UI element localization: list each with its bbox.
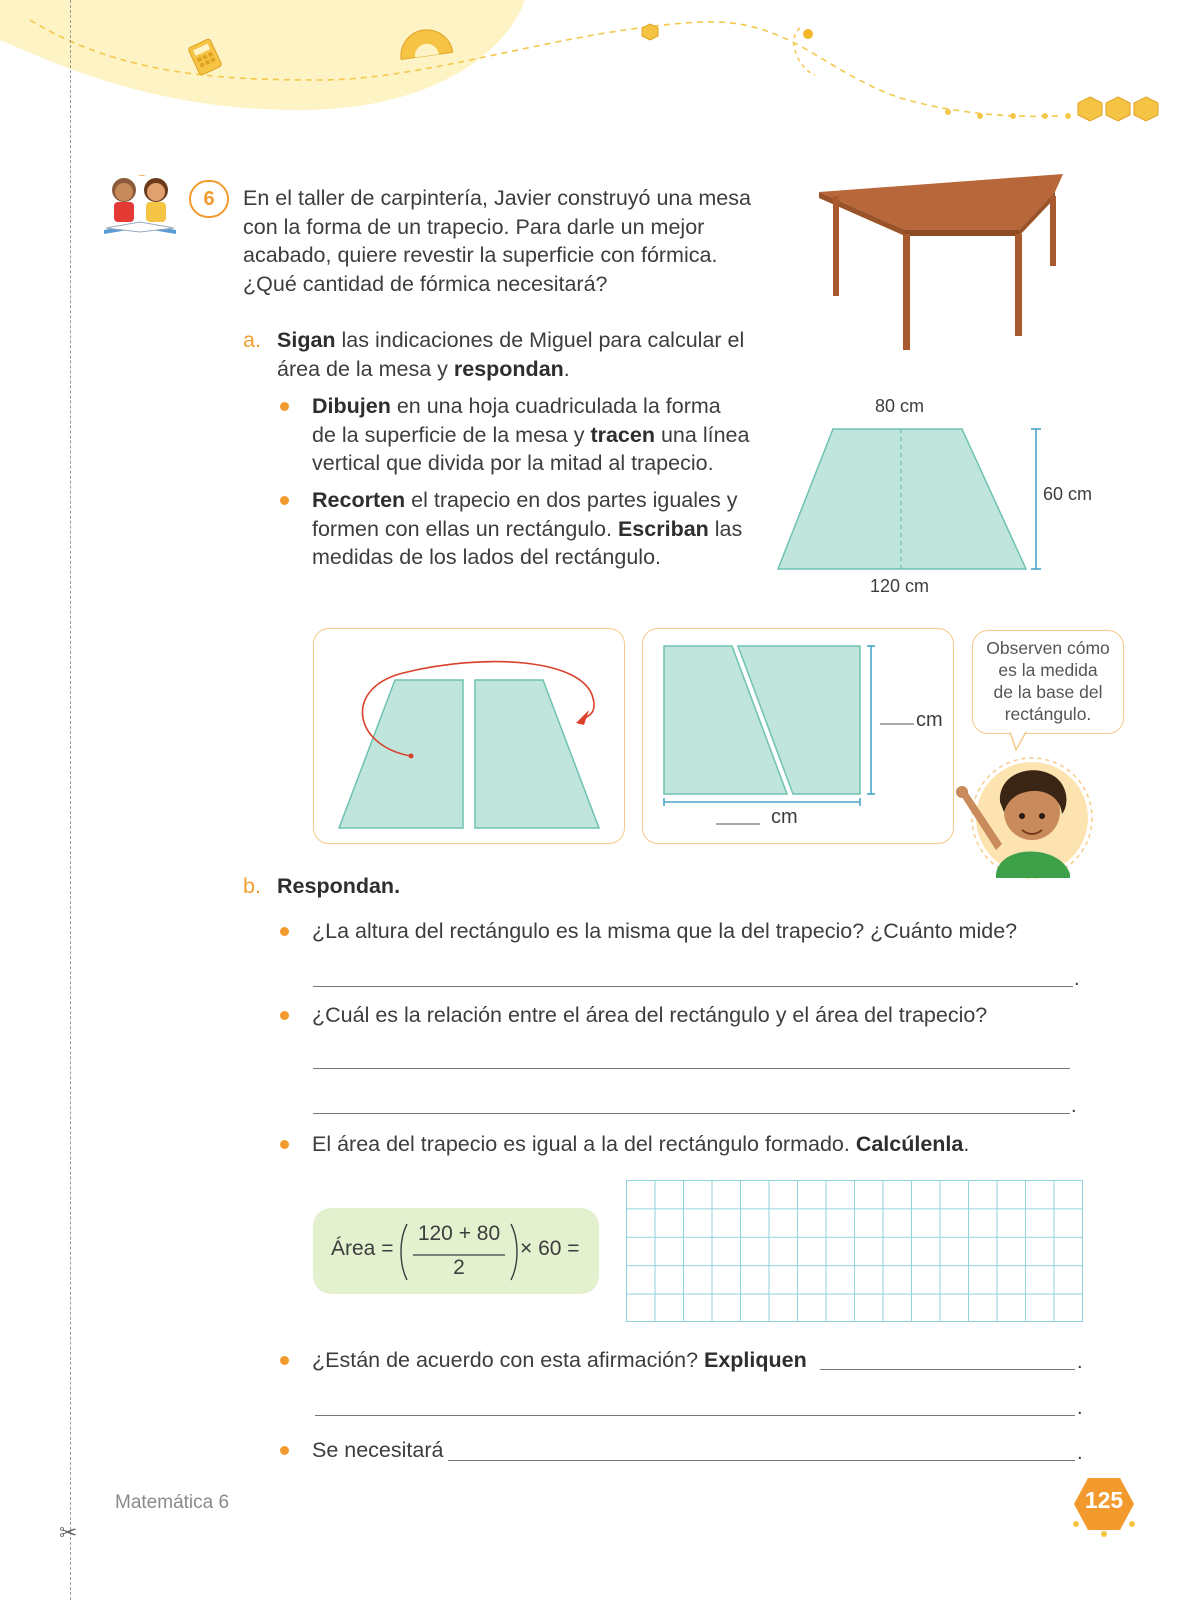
formula-box: [313, 1208, 599, 1294]
bullet: [280, 402, 289, 411]
answer-line-6[interactable]: [448, 1460, 1075, 1461]
bullet: [280, 1011, 289, 1020]
period: .: [1077, 1351, 1083, 1373]
bullet: [280, 1140, 289, 1149]
answer-line-3[interactable]: [313, 1113, 1070, 1114]
bullet: [280, 927, 289, 936]
period: .: [1074, 968, 1080, 990]
part-a-verb-respondan: respondan: [453, 356, 564, 381]
rectangle-box: [642, 628, 954, 844]
period: .: [1077, 1397, 1083, 1419]
question-5: Se necesitará: [312, 1438, 444, 1462]
bullet: [280, 1446, 289, 1455]
calculator-icon: [186, 38, 224, 81]
scissors-icon: ✂: [59, 1520, 78, 1545]
cubes-icon: [1078, 94, 1160, 129]
period: .: [1077, 1442, 1083, 1464]
protractor-icon: [395, 22, 455, 67]
formula-denominator: 2: [453, 1256, 465, 1279]
formula-numerator: 120 + 80: [417, 1222, 501, 1245]
bullet: [280, 1356, 289, 1365]
part-b-letter: b.: [243, 874, 261, 898]
formula-lhs: Área =: [331, 1237, 394, 1260]
page-number: 125: [1084, 1487, 1124, 1513]
answer-line-2[interactable]: [313, 1068, 1070, 1069]
cube-icon: [640, 22, 660, 47]
question-1: ¿La altura del rectángulo es la misma que la del trapecio? ¿Cuánto mide?: [312, 919, 1018, 943]
calculation-grid[interactable]: [626, 1180, 1083, 1322]
trapezoid-bottom-label: 120 cm: [870, 576, 930, 596]
part-a-verb-sigan: Sigan: [277, 328, 336, 352]
rectangle-base-unit: cm: [771, 806, 798, 828]
miguel-character: [950, 754, 1090, 891]
footer-book-title: Matemática 6: [115, 1492, 230, 1513]
page-number-badge: [1072, 1474, 1136, 1539]
speech-bubble-tail: [1010, 732, 1030, 754]
header-decoration: [0, 0, 1193, 140]
formula-rhs: × 60 =: [520, 1237, 580, 1260]
table-illustration: [815, 170, 1075, 360]
answer-line-1[interactable]: [313, 986, 1073, 987]
cut-line: [70, 0, 71, 1600]
trapezoid-height-label: 60 cm: [1043, 484, 1093, 504]
split-trapezoid-box: [313, 628, 625, 844]
answer-line-4[interactable]: [820, 1369, 1075, 1370]
question-3: El área del trapecio es igual a la del rectángulo formado. Calcúlenla.: [312, 1132, 970, 1156]
trapezoid-top-label: 80 cm: [875, 396, 925, 416]
answer-line-5[interactable]: [315, 1415, 1075, 1416]
period: .: [1071, 1095, 1077, 1117]
question-4: ¿Están de acuerdo con esta afirmación? Expliquen: [312, 1348, 807, 1372]
question-2: ¿Cuál es la relación entre el área del rectángulo y el área del trapecio?: [312, 1003, 988, 1027]
part-b-title: Respondan.: [277, 874, 401, 898]
part-a-letter: a.: [243, 328, 261, 352]
part-a-bullet-2: Recorten el trapecio en dos partes iguales y formen con ellas un rectángulo. Escriban las medidas de los lados del rectángulo.: [312, 488, 743, 569]
part-a-bullet-1: Dibujen en una hoja cuadriculada la forma de la superficie de la mesa y tracen una línea vertical que divida por la mitad al trapecio.: [312, 394, 750, 475]
rectangle-height-unit: cm: [916, 709, 943, 731]
part-a-instructions: Sigan las indicaciones de Miguel para calcular el área de la mesa y respondan.: [277, 328, 745, 381]
speech-bubble: Observen cómo es la medida de la base del rectángulo.: [972, 630, 1124, 734]
students-icon: [100, 172, 180, 243]
problem-statement: En el taller de carpintería, Javier construyó una mesa con la forma de un trapecio. Para darle un mejor acabado, quiere revestir la superficie con fórmica. ¿Qué cantidad de fórmica necesitará?: [243, 186, 751, 296]
bullet: [280, 496, 289, 505]
problem-number-badge: 6: [189, 180, 229, 218]
